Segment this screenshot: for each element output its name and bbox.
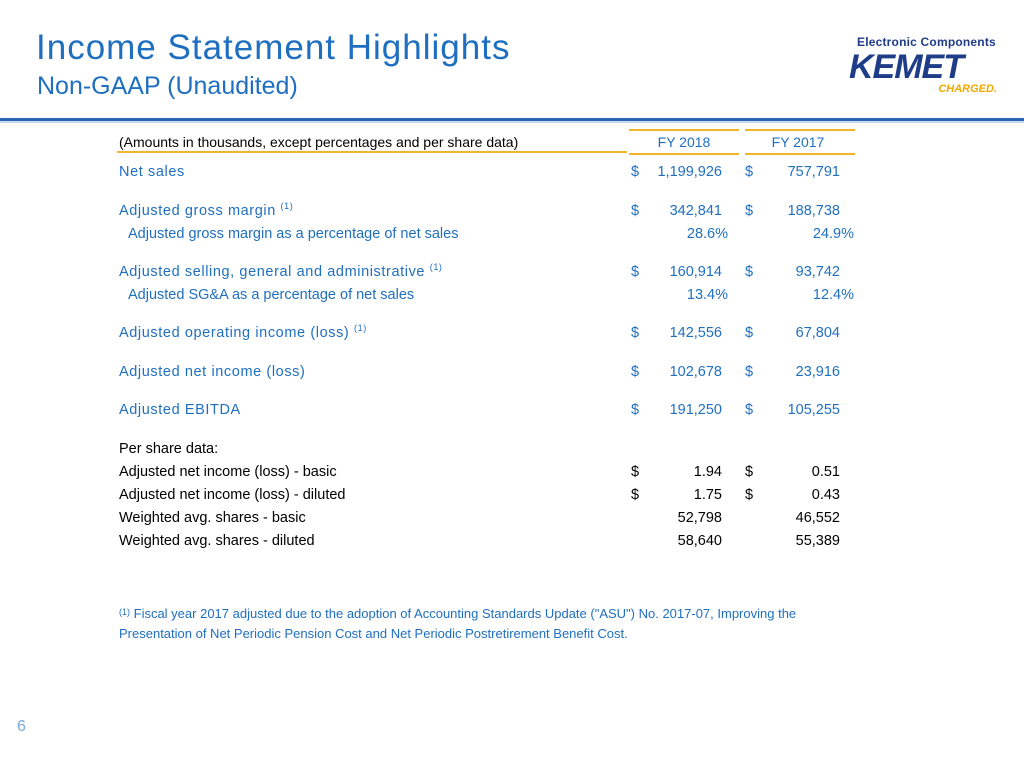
value-fy2018: 191,250 [669, 402, 722, 418]
table-row-eps-basic [0, 464, 1024, 484]
row-label: Per share data: [119, 441, 219, 457]
currency-symbol: $ [745, 264, 754, 280]
table-row-adjusted-gross-margin [0, 203, 1024, 223]
row-label-text: Adjusted selling, general and administrative [119, 264, 426, 280]
value-fy2018: 342,841 [669, 203, 722, 219]
row-label: Adjusted SG&A as a percentage of net sales [128, 287, 415, 303]
currency-symbol: $ [631, 487, 640, 503]
currency-symbol: $ [631, 325, 640, 341]
currency-symbol: $ [631, 402, 640, 418]
currency-symbol: $ [631, 364, 640, 380]
per-share-section-header [0, 441, 1024, 461]
page-number: 6 [17, 718, 26, 735]
table-row-adjusted-net-income [0, 364, 1024, 384]
page-subtitle: Non-GAAP (Unaudited) [37, 72, 298, 100]
row-label: Adjusted net income (loss) - basic [119, 464, 337, 480]
row-label [119, 203, 293, 219]
column-header-fy2018: FY 2018 [657, 134, 711, 150]
page-title: Income Statement Highlights [36, 28, 511, 67]
value-fy2018: 142,556 [669, 325, 722, 341]
value-fy2018: 58,640 [677, 533, 722, 549]
row-label: Adjusted net income (loss) - diluted [119, 487, 346, 503]
header-divider-shadow [0, 121, 1024, 123]
value-fy2018: 102,678 [669, 364, 722, 380]
row-label: Weighted avg. shares - basic [119, 510, 306, 526]
currency-symbol: $ [745, 487, 754, 503]
footnote-marker: (1) [119, 607, 130, 617]
units-note-underline [117, 151, 627, 153]
value-fy2018: 28.6% [686, 226, 728, 242]
row-label: Net sales [119, 164, 185, 180]
table-row-adjusted-operating-income [0, 325, 1024, 345]
table-row-adjusted-ebitda [0, 402, 1024, 422]
value-fy2017: 46,552 [795, 510, 840, 526]
value-fy2017: 67,804 [795, 325, 840, 341]
currency-symbol: $ [745, 325, 754, 341]
kemet-logo [849, 35, 997, 97]
table-row-shares-basic [0, 510, 1024, 530]
footnote-ref: (1) [280, 201, 294, 211]
value-fy2018: 52,798 [677, 510, 722, 526]
logo-brand: KEMET [849, 48, 963, 86]
logo-tagline: Electronic Components [857, 35, 996, 49]
row-label: Weighted avg. shares - diluted [119, 533, 315, 549]
logo-slogan: CHARGED. [938, 83, 997, 95]
value-fy2018: 1.94 [693, 464, 722, 480]
value-fy2017: 188,738 [787, 203, 840, 219]
value-fy2017: 55,389 [795, 533, 840, 549]
footnote [119, 604, 859, 644]
table-row-net-sales [0, 164, 1024, 184]
row-label-text: Adjusted gross margin [119, 203, 276, 219]
row-label-text: Adjusted operating income (loss) [119, 325, 350, 341]
fy2017-bottom-rule [745, 153, 855, 155]
value-fy2017: 757,791 [787, 164, 840, 180]
fy2017-top-rule [745, 129, 855, 131]
value-fy2017: 24.9% [812, 226, 854, 242]
fy2018-bottom-rule [629, 153, 739, 155]
row-label [119, 325, 367, 341]
table-row-adjusted-sga [0, 264, 1024, 284]
row-label [119, 264, 443, 280]
currency-symbol: $ [631, 264, 640, 280]
value-fy2018: 160,914 [669, 264, 722, 280]
value-fy2017: 105,255 [787, 402, 840, 418]
table-units-note: (Amounts in thousands, except percentages and per share data) [119, 134, 519, 150]
currency-symbol: $ [745, 164, 754, 180]
column-header-fy2017: FY 2017 [771, 134, 825, 150]
value-fy2018: 13.4% [686, 287, 728, 303]
currency-symbol: $ [631, 164, 640, 180]
table-row-eps-diluted [0, 487, 1024, 507]
row-label: Adjusted EBITDA [119, 402, 241, 418]
value-fy2017: 12.4% [812, 287, 854, 303]
value-fy2017: 93,742 [795, 264, 840, 280]
value-fy2017: 23,916 [795, 364, 840, 380]
table-row-adjusted-gross-margin-pct [0, 226, 1024, 246]
currency-symbol: $ [745, 464, 754, 480]
table-row-adjusted-sga-pct [0, 287, 1024, 307]
currency-symbol: $ [631, 464, 640, 480]
footnote-ref: (1) [429, 262, 443, 272]
fy2018-top-rule [629, 129, 739, 131]
value-fy2018: 1,199,926 [657, 164, 722, 180]
row-label: Adjusted gross margin as a percentage of net sales [128, 226, 459, 242]
value-fy2017: 0.43 [811, 487, 840, 503]
currency-symbol: $ [631, 203, 640, 219]
row-label: Adjusted net income (loss) [119, 364, 306, 380]
value-fy2018: 1.75 [693, 487, 722, 503]
currency-symbol: $ [745, 402, 754, 418]
currency-symbol: $ [745, 203, 754, 219]
currency-symbol: $ [745, 364, 754, 380]
table-row-shares-diluted [0, 533, 1024, 553]
footnote-text: Fiscal year 2017 adjusted due to the adoption of Accounting Standards Update ("ASU") No. 2017-07, Improving the Presentation of Net Periodic Pension Cost and Net Periodic Postretirement Benefit Cost. [119, 606, 797, 641]
value-fy2017: 0.51 [811, 464, 840, 480]
footnote-ref: (1) [354, 323, 367, 333]
